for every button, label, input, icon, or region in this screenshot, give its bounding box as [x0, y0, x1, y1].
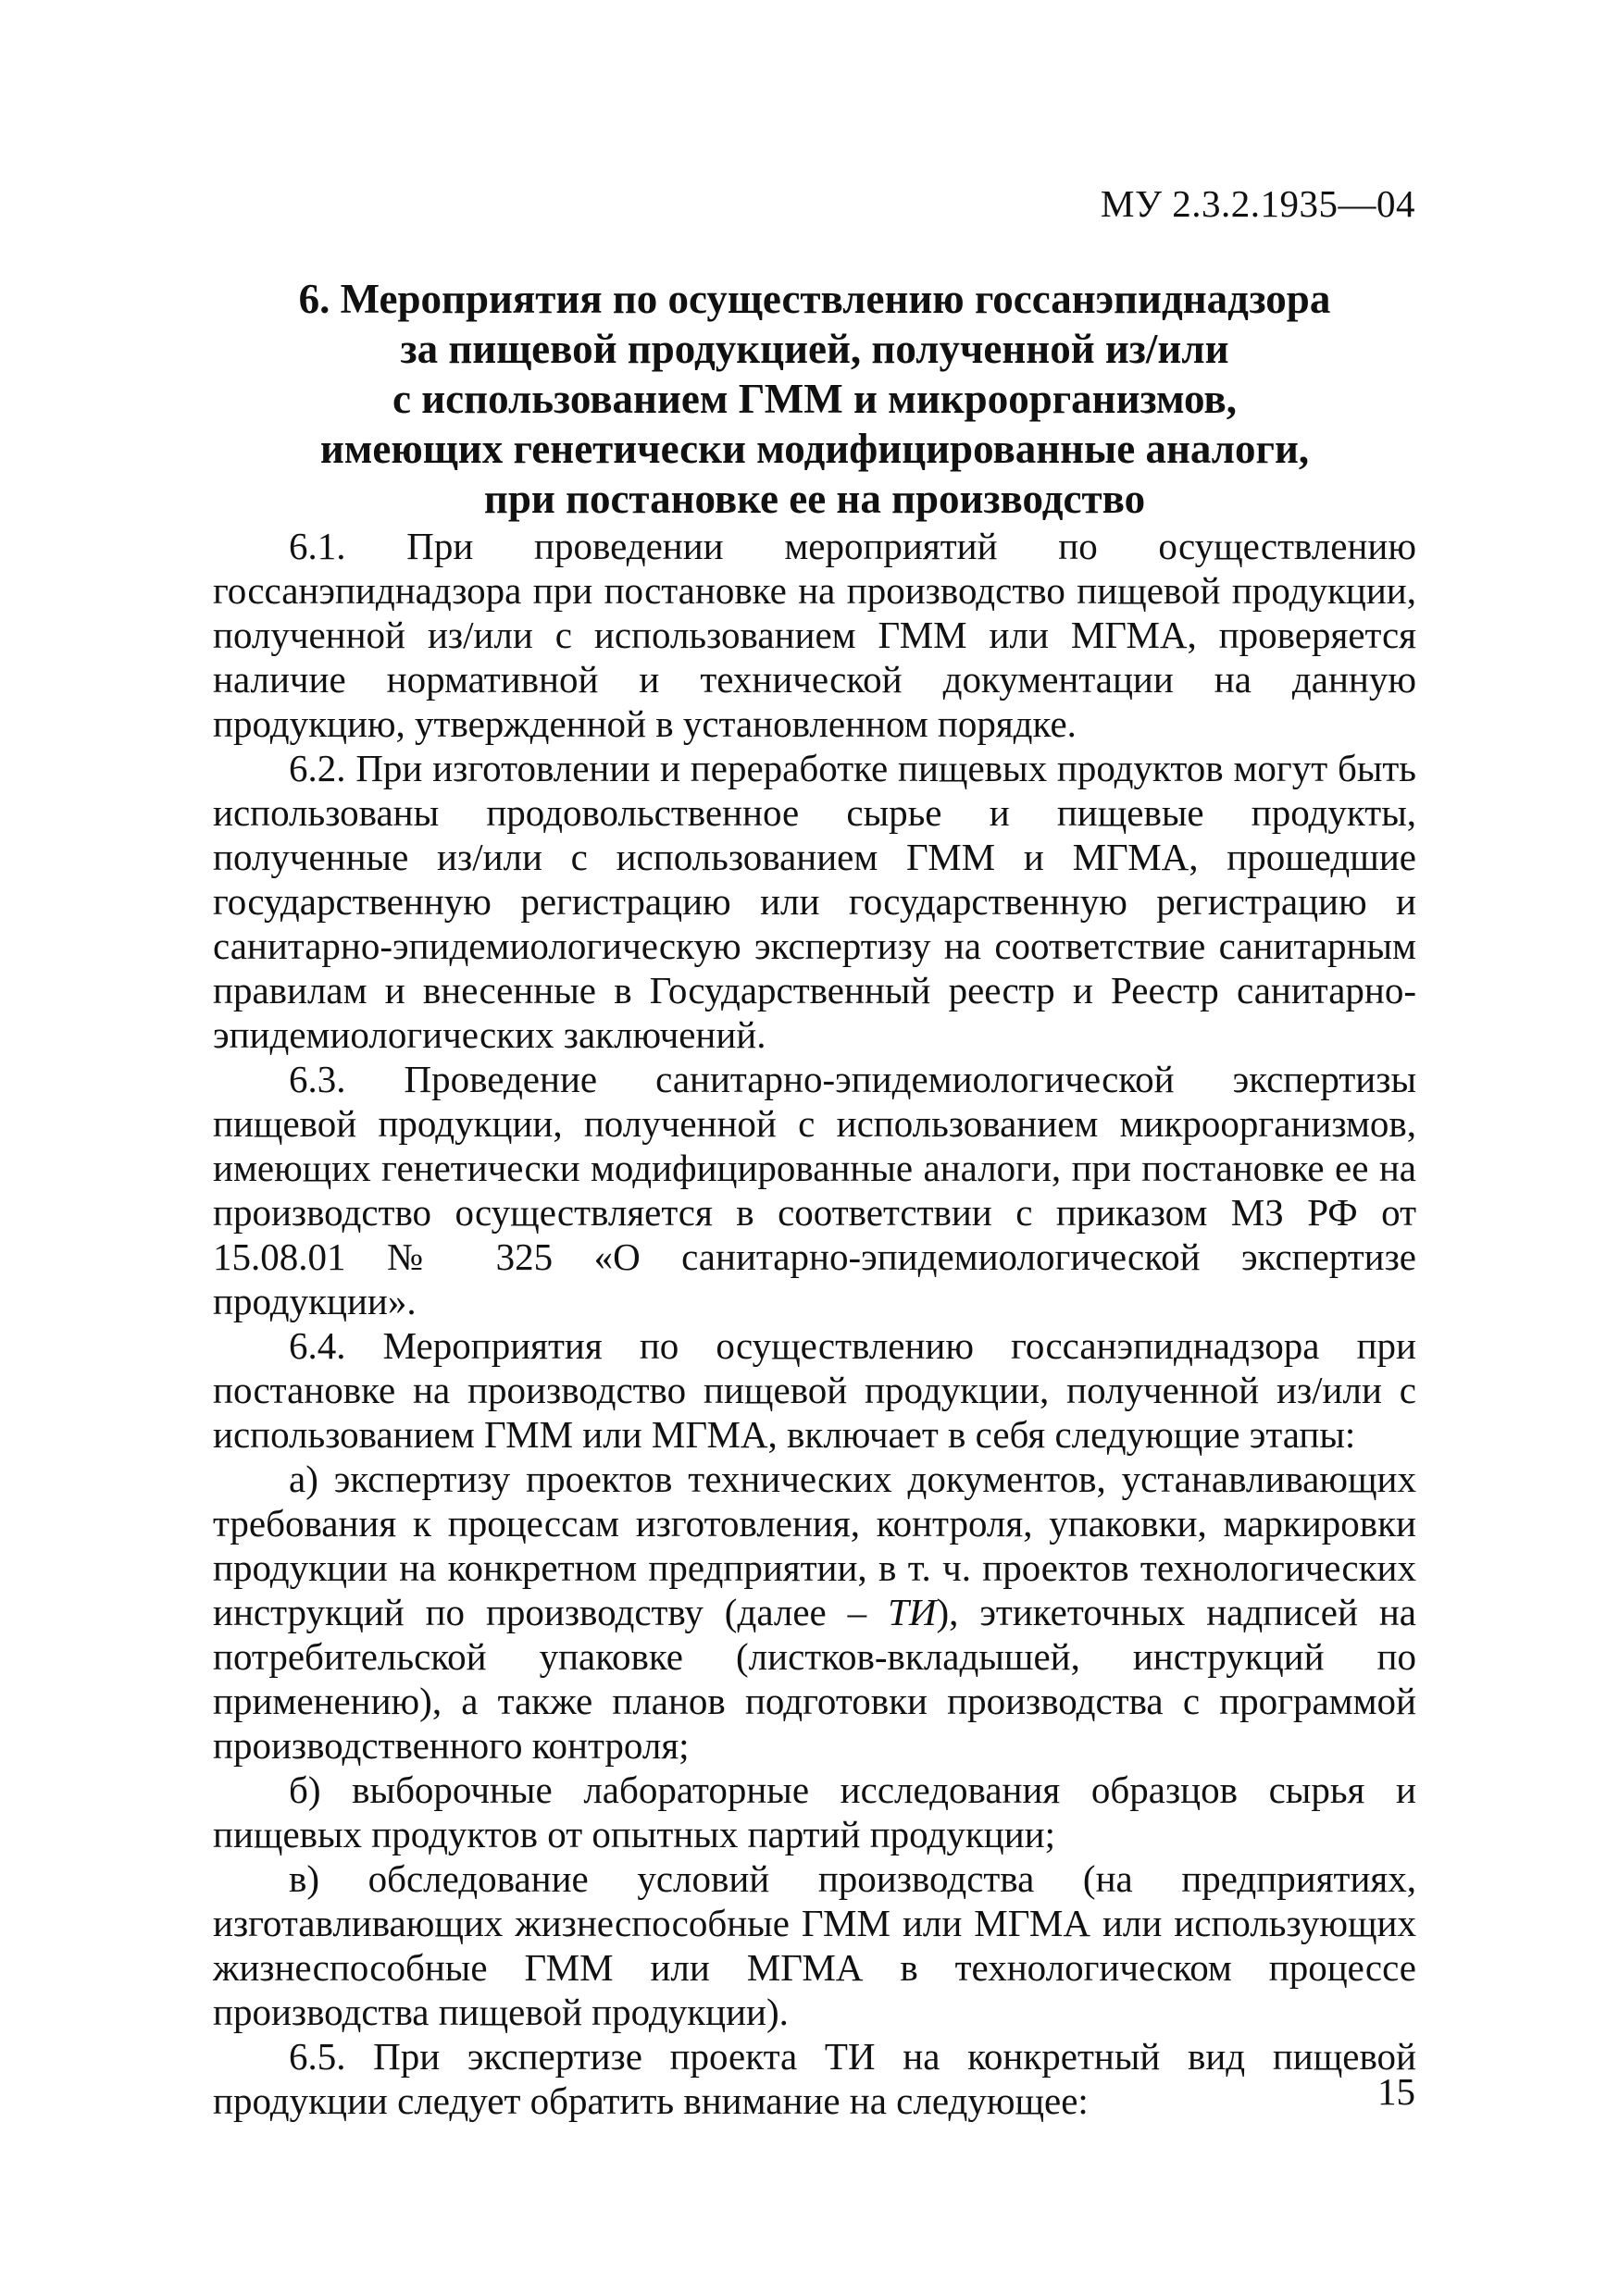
list-item-a-text-start: а) экспертизу проектов технических документов, устанавливающих требования к процессам изготовления, контроля, упаковки, маркировки продукции на конкретном предприятии, в т. ч. проектов технологических инструкций по производству (далее –	[213, 1458, 1416, 1633]
paragraph-6-1: 6.1. При проведении мероприятий по осуществлению госсанэпиднадзора при постановке на производство пищевой продукции, полученной из/или с использованием ГММ или МГМА, проверяется наличие нормативной и технической документации на данную продукцию, утвержденной в установленном порядке.	[213, 525, 1416, 745]
body-text	[213, 524, 1416, 2123]
section-title-line: 6. Мероприятия по осуществлению госсанэпиднадзора	[298, 276, 1331, 322]
page-number: 15	[1377, 2070, 1415, 2113]
paragraph-6-5: 6.5. При экспертизе проекта ТИ на конкретный вид пищевой продукции следует обратить внимание на следующее:	[213, 2035, 1416, 2122]
paragraph-6-3: 6.3. Проведение санитарно-эпидемиологической экспертизы пищевой продукции, полученной с использованием микроорганизмов, имеющих генетически модифицированные аналоги, при постановке ее на производство осуществляется в соответствии с приказом МЗ РФ от 15.08.01 № 325 «О санитарно-эпидемиологической экспертизе продукции».	[213, 1058, 1416, 1322]
section-title-line: за пищевой продукцией, полученной из/или	[400, 326, 1229, 372]
section-title-line: при постановке ее на производство	[483, 476, 1146, 522]
section-title	[213, 274, 1416, 524]
paragraph-6-4: 6.4. Мероприятия по осуществлению госсанэпиднадзора при постановке на производство пищевой продукции, полученной из/или с использованием ГММ или МГМА, включает в себя следующие этапы:	[213, 1324, 1416, 1456]
list-item-b: б) выборочные лабораторные исследования образцов сырья и пищевых продуктов от опытных партий продукции;	[213, 1769, 1416, 1855]
document-code: МУ 2.3.2.1935—04	[1101, 182, 1415, 225]
paragraph-6-2: 6.2. При изготовлении и переработке пищевых продуктов могут быть использованы продовольственное сырье и пищевые продукты, полученные из/или с использованием ГММ и МГМА, прошедшие государственную регистрацию или государственную регистрацию и санитарно-эпидемиологическую экспертизу на соответствие санитарным правилам и внесенные в Государственный реестр и Реестр санитарно-эпидемиологических заключений.	[213, 747, 1416, 1056]
ti-abbreviation: ТИ	[888, 1591, 937, 1633]
list-item-a-text-end: ), этикеточных надписей на потребительской упаковке (листков-вкладышей, инструкций по применению), а также планов подготовки производства с программой производственного контроля;	[213, 1591, 1416, 1767]
section-title-line: имеющих генетически модифицированные аналоги,	[319, 426, 1310, 472]
section-title-line: с использованием ГММ и микроорганизмов,	[392, 376, 1237, 422]
list-item-c: в) обследование условий производства (на предприятиях, изготавливающих жизнеспособные ГММ или МГМА или использующих жизнеспособные ГММ или МГМА в технологическом процессе производства пищевой продукции).	[213, 1857, 1416, 2033]
list-item-a	[213, 1457, 1416, 1768]
